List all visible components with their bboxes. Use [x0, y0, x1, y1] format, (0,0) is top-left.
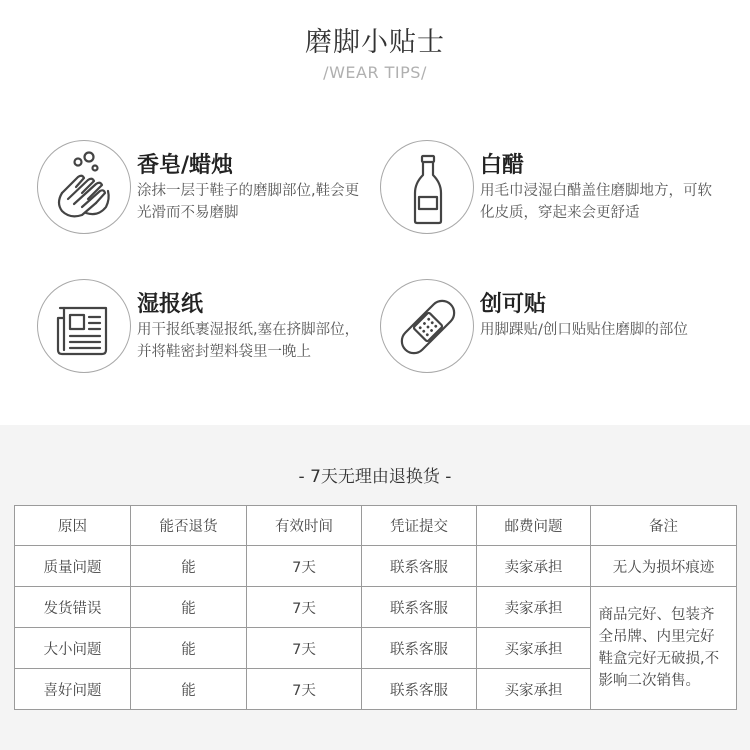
table-cell: 能 — [131, 628, 247, 669]
bandage-icon — [380, 279, 474, 373]
table-cell: 能 — [131, 546, 247, 587]
tip-vinegar — [380, 140, 720, 240]
tip-soap-candle — [37, 140, 377, 240]
newspaper-icon — [37, 279, 131, 373]
tip-desc: 用脚踝贴/创口贴贴住磨脚的部位 — [480, 322, 688, 338]
table-cell: 大小问题 — [15, 628, 131, 669]
table-cell: 发货错误 — [15, 587, 131, 628]
table-cell: 买家承担 — [477, 669, 591, 710]
table-cell: 质量问题 — [15, 546, 131, 587]
table-cell: 7天 — [247, 546, 362, 587]
note-quality: 无人为损坏痕迹 — [591, 546, 737, 587]
tip-name: 白醋 — [480, 153, 525, 178]
table-row — [15, 587, 737, 628]
table-cell: 联系客服 — [362, 628, 477, 669]
tip-name: 香皂/蜡烛 — [137, 153, 234, 178]
page-title: 磨脚小贴士 — [305, 27, 445, 58]
table-header-row — [15, 506, 737, 546]
tip-desc: 用干报纸裹湿报纸,塞在挤脚部位，并将鞋密封塑料袋里一晚上 — [137, 322, 360, 360]
policy-title: - 7天无理由退换货 - — [298, 467, 452, 487]
tip-name: 创可贴 — [480, 292, 547, 317]
table-cell: 卖家承担 — [477, 546, 591, 587]
table-cell: 联系客服 — [362, 546, 477, 587]
return-policy-section — [0, 425, 750, 750]
table-cell: 联系客服 — [362, 669, 477, 710]
table-cell: 能 — [131, 669, 247, 710]
note-condition-text: 商品完好、包装齐全吊牌、内里完好鞋盒完好无破损,不影响二次销售。 — [598, 607, 720, 689]
tip-bandage — [380, 279, 720, 379]
tip-desc: 用毛巾浸湿白醋盖住磨脚地方，可软化皮质，穿起来会更舒适 — [480, 183, 712, 221]
header-cell: 凭证提交 — [362, 506, 477, 546]
header-cell: 能否退货 — [131, 506, 247, 546]
table-cell: 联系客服 — [362, 587, 477, 628]
table-cell: 买家承担 — [477, 628, 591, 669]
page-subtitle: /WEAR TIPS/ — [323, 63, 427, 82]
vinegar-bottle-icon — [380, 140, 474, 234]
header-cell: 备注 — [591, 506, 737, 546]
table-cell: 喜好问题 — [15, 669, 131, 710]
table-cell: 7天 — [247, 628, 362, 669]
tip-newspaper — [37, 279, 377, 379]
table-cell: 能 — [131, 587, 247, 628]
tip-name: 湿报纸 — [137, 292, 204, 317]
header-cell: 有效时间 — [247, 506, 362, 546]
note-condition — [591, 587, 737, 710]
tip-desc: 涂抹一层于鞋子的磨脚部位,鞋会更光滑而不易磨脚 — [137, 183, 360, 221]
table-cell: 卖家承担 — [477, 587, 591, 628]
table-cell: 7天 — [247, 587, 362, 628]
table-cell: 7天 — [247, 669, 362, 710]
soap-hands-icon — [37, 140, 131, 234]
header-cell: 邮费问题 — [477, 506, 591, 546]
policy-table — [14, 505, 737, 710]
table-row — [15, 546, 737, 587]
header-cell: 原因 — [15, 506, 131, 546]
